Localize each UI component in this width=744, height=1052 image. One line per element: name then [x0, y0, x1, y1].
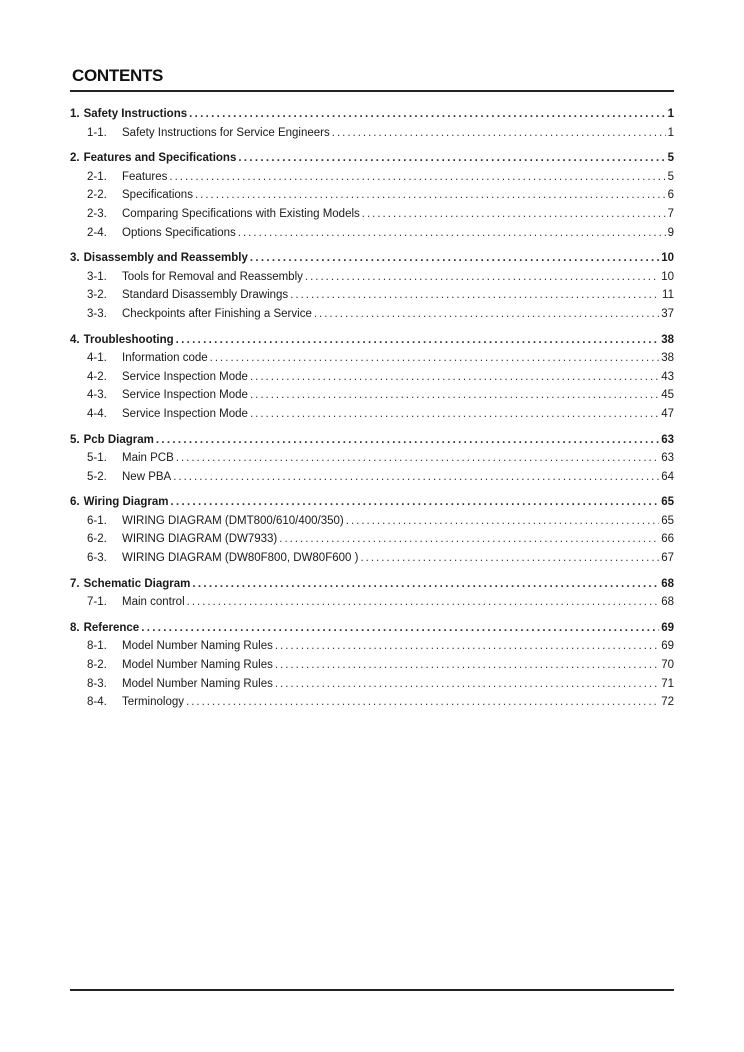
dot-leader — [189, 108, 665, 120]
toc-section-entry[interactable] — [70, 496, 674, 515]
subsection-title: Checkpoints after Finishing a Service — [122, 307, 312, 320]
section-page-number: 5 — [667, 152, 674, 165]
subsection-page-number: 37 — [661, 307, 674, 320]
dot-leader — [141, 622, 659, 634]
subsection-page-number: 7 — [667, 207, 674, 220]
toc-section-entry[interactable] — [70, 578, 674, 597]
toc-section-entry[interactable] — [70, 252, 674, 271]
toc-subsection-entry[interactable] — [70, 408, 674, 427]
dot-leader — [169, 171, 665, 183]
subsection-number: 4-1. — [87, 352, 107, 365]
toc-subsection-entry[interactable] — [70, 659, 674, 678]
dot-leader — [275, 678, 659, 690]
section-number: 4. — [70, 333, 80, 346]
dot-leader — [210, 352, 660, 364]
dot-leader — [186, 696, 659, 708]
toc-subsection-entry[interactable] — [70, 596, 674, 615]
toc-subsection-entry[interactable] — [70, 271, 674, 290]
subsection-page-number: 11 — [662, 289, 674, 302]
section-page-number: 1 — [667, 108, 674, 120]
section-page-number: 69 — [661, 621, 674, 634]
dot-leader — [362, 208, 666, 220]
subsection-number: 4-3. — [87, 389, 107, 402]
dot-leader — [192, 578, 659, 590]
dot-leader — [173, 471, 659, 483]
subsection-page-number: 6 — [667, 189, 674, 202]
subsection-number: 6-3. — [87, 552, 107, 565]
subsection-number: 2-1. — [87, 170, 107, 183]
dot-leader — [156, 434, 659, 446]
section-number: 5. — [70, 433, 80, 446]
subsection-title: Service Inspection Mode — [122, 389, 248, 402]
toc-subsection-entry[interactable] — [70, 308, 674, 327]
subsection-title: Comparing Specifications with Existing Models — [122, 207, 360, 220]
toc-section-entry[interactable] — [70, 108, 674, 127]
subsection-title: Standard Disassembly Drawings — [122, 289, 289, 302]
dot-leader — [195, 189, 666, 201]
subsection-title: Main control — [122, 596, 185, 609]
toc-subsection-entry[interactable] — [70, 640, 674, 659]
toc-subsection-entry[interactable] — [70, 515, 674, 534]
subsection-title: Features — [122, 170, 168, 183]
section-title: Reference — [83, 621, 140, 634]
table-of-contents — [70, 108, 674, 715]
toc-section-entry[interactable] — [70, 434, 674, 453]
toc-subsection-entry[interactable] — [70, 552, 674, 571]
subsection-number: 8-4. — [87, 696, 107, 709]
subsection-page-number: 71 — [661, 677, 674, 690]
subsection-page-number: 47 — [661, 407, 674, 420]
dot-leader — [238, 152, 665, 164]
subsection-page-number: 38 — [661, 352, 674, 365]
toc-subsection-entry[interactable] — [70, 171, 674, 190]
dot-leader — [279, 533, 659, 545]
section-title: Troubleshooting — [83, 333, 174, 346]
subsection-number: 5-1. — [87, 452, 107, 465]
subsection-number: 8-1. — [87, 640, 107, 653]
subsection-number: 4-4. — [87, 407, 107, 420]
dot-leader — [187, 596, 660, 608]
subsection-page-number: 45 — [661, 389, 674, 402]
section-page-number: 38 — [661, 333, 674, 346]
subsection-number: 8-3. — [87, 677, 107, 690]
subsection-title: Terminology — [122, 696, 184, 709]
subsection-page-number: 66 — [661, 533, 674, 546]
subsection-title: Service Inspection Mode — [122, 370, 248, 383]
subsection-page-number: 63 — [661, 452, 674, 465]
toc-subsection-entry[interactable] — [70, 227, 674, 246]
subsection-number: 8-2. — [87, 659, 107, 672]
subsection-title: Specifications — [122, 189, 193, 202]
toc-subsection-entry[interactable] — [70, 352, 674, 371]
subsection-page-number: 65 — [661, 514, 674, 527]
subsection-title: Model Number Naming Rules — [122, 640, 273, 653]
subsection-page-number: 68 — [661, 596, 674, 609]
section-page-number: 65 — [661, 496, 674, 509]
subsection-number: 2-2. — [87, 189, 107, 202]
toc-subsection-entry[interactable] — [70, 471, 674, 490]
subsection-page-number: 72 — [661, 696, 674, 709]
subsection-title: Main PCB — [122, 452, 174, 465]
subsection-page-number: 64 — [661, 470, 674, 483]
section-title: Pcb Diagram — [83, 433, 154, 446]
dot-leader — [250, 252, 659, 264]
subsection-number: 3-1. — [87, 270, 107, 283]
top-rule — [70, 90, 674, 92]
dot-leader — [170, 496, 659, 508]
dot-leader — [314, 308, 659, 320]
toc-section-entry[interactable] — [70, 334, 674, 353]
section-title: Schematic Diagram — [83, 577, 191, 590]
section-page-number: 10 — [661, 252, 674, 265]
section-number: 6. — [70, 496, 80, 509]
bottom-rule — [70, 989, 674, 991]
section-number: 3. — [70, 252, 80, 265]
dot-leader — [176, 452, 659, 464]
dot-leader — [305, 271, 659, 283]
subsection-number: 6-1. — [87, 514, 107, 527]
subsection-page-number: 5 — [667, 170, 674, 183]
section-title: Wiring Diagram — [83, 496, 169, 509]
toc-section-entry[interactable] — [70, 622, 674, 641]
subsection-title: Safety Instructions for Service Engineers — [122, 126, 330, 139]
section-number: 1. — [70, 108, 80, 120]
subsection-page-number: 67 — [661, 552, 674, 565]
dot-leader — [250, 371, 659, 383]
section-number: 7. — [70, 577, 80, 590]
dot-leader — [275, 659, 659, 671]
subsection-number: 7-1. — [87, 596, 107, 609]
page-title: CONTENTS — [72, 66, 164, 85]
subsection-page-number: 9 — [667, 226, 674, 239]
section-title: Disassembly and Reassembly — [83, 252, 248, 265]
dot-leader — [346, 515, 659, 527]
subsection-title: WIRING DIAGRAM (DMT800/610/400/350) — [122, 514, 344, 527]
toc-subsection-entry[interactable] — [70, 452, 674, 471]
subsection-title: WIRING DIAGRAM (DW7933) — [122, 533, 278, 546]
section-number: 8. — [70, 621, 80, 634]
subsection-number: 6-2. — [87, 533, 107, 546]
dot-leader — [275, 640, 659, 652]
section-title: Features and Specifications — [83, 152, 237, 165]
subsection-page-number: 10 — [661, 270, 674, 283]
subsection-number: 5-2. — [87, 470, 107, 483]
dot-leader — [290, 289, 660, 301]
toc-subsection-entry[interactable] — [70, 533, 674, 552]
section-title: Safety Instructions — [83, 108, 188, 120]
toc-subsection-entry[interactable] — [70, 189, 674, 208]
subsection-title: Options Specifications — [122, 226, 236, 239]
dot-leader — [176, 334, 660, 346]
subsection-title: Tools for Removal and Reassembly — [122, 270, 303, 283]
subsection-title: Model Number Naming Rules — [122, 677, 273, 690]
subsection-page-number: 70 — [661, 659, 674, 672]
toc-subsection-entry[interactable] — [70, 127, 674, 146]
subsection-number: 2-4. — [87, 226, 107, 239]
subsection-number: 3-3. — [87, 307, 107, 320]
toc-subsection-entry[interactable] — [70, 389, 674, 408]
section-page-number: 68 — [661, 577, 674, 590]
subsection-number: 3-2. — [87, 289, 107, 302]
subsection-title: Service Inspection Mode — [122, 407, 248, 420]
document-page — [70, 0, 674, 1052]
toc-subsection-entry[interactable] — [70, 678, 674, 697]
section-page-number: 63 — [661, 433, 674, 446]
subsection-number: 2-3. — [87, 207, 107, 220]
subsection-page-number: 1 — [667, 126, 674, 139]
subsection-page-number: 43 — [661, 370, 674, 383]
toc-subsection-entry[interactable] — [70, 371, 674, 390]
toc-subsection-entry[interactable] — [70, 208, 674, 227]
dot-leader — [250, 389, 659, 401]
toc-section-entry[interactable] — [70, 152, 674, 171]
toc-subsection-entry[interactable] — [70, 696, 674, 715]
dot-leader — [360, 552, 659, 564]
dot-leader — [250, 408, 659, 420]
subsection-title: New PBA — [122, 470, 172, 483]
subsection-number: 4-2. — [87, 370, 107, 383]
subsection-number: 1-1. — [87, 126, 107, 139]
subsection-title: WIRING DIAGRAM (DW80F800, DW80F600 ) — [122, 552, 359, 565]
subsection-title: Model Number Naming Rules — [122, 659, 273, 672]
subsection-title: Information code — [122, 352, 208, 365]
subsection-page-number: 69 — [661, 640, 674, 653]
dot-leader — [332, 127, 666, 139]
section-number: 2. — [70, 152, 80, 165]
toc-subsection-entry[interactable] — [70, 289, 674, 308]
dot-leader — [238, 227, 666, 239]
